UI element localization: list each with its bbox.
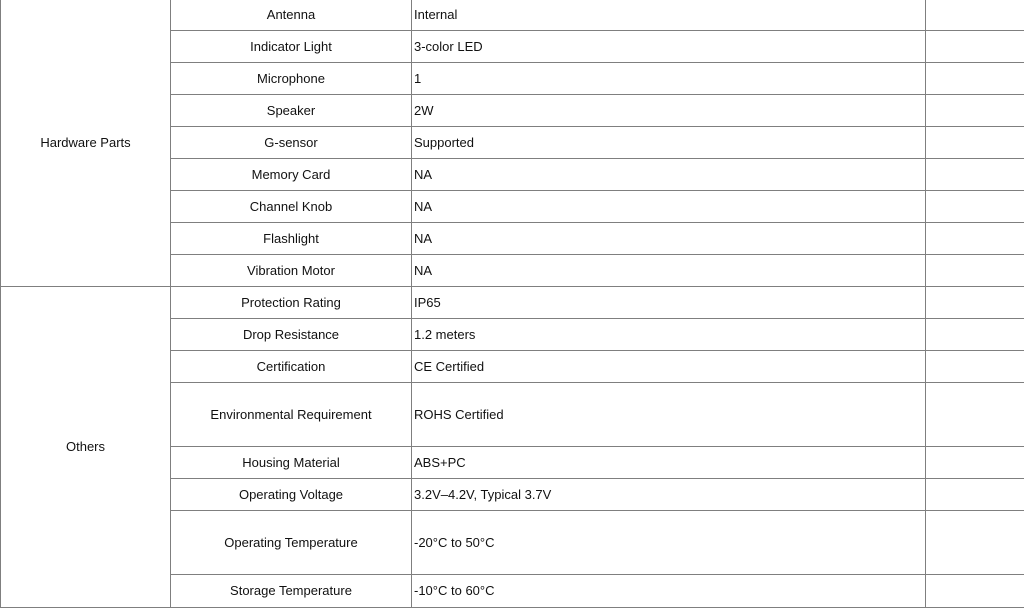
param-value: -10°C to 60°C bbox=[412, 575, 926, 608]
param-value: 3.2V–4.2V, Typical 3.7V bbox=[412, 479, 926, 511]
param-value: 1.2 meters bbox=[412, 319, 926, 351]
empty-cell bbox=[926, 127, 1024, 159]
empty-cell bbox=[926, 319, 1024, 351]
param-label: Flashlight bbox=[171, 223, 412, 255]
param-value: Internal bbox=[412, 0, 926, 31]
empty-cell bbox=[926, 31, 1024, 63]
empty-cell bbox=[926, 0, 1024, 31]
group-label-others: Others bbox=[1, 287, 171, 608]
param-value: 1 bbox=[412, 63, 926, 95]
param-label: Memory Card bbox=[171, 159, 412, 191]
empty-cell bbox=[926, 479, 1024, 511]
empty-cell bbox=[926, 351, 1024, 383]
param-label: Microphone bbox=[171, 63, 412, 95]
param-value: CE Certified bbox=[412, 351, 926, 383]
param-label: Indicator Light bbox=[171, 31, 412, 63]
table-row bbox=[1, 287, 1024, 319]
empty-cell bbox=[926, 63, 1024, 95]
param-label: Channel Knob bbox=[171, 191, 412, 223]
param-label: Certification bbox=[171, 351, 412, 383]
param-label: Environmental Requirement bbox=[171, 383, 412, 447]
param-label: Protection Rating bbox=[171, 287, 412, 319]
param-label: Antenna bbox=[171, 0, 412, 31]
param-value: NA bbox=[412, 255, 926, 287]
param-value: ROHS Certified bbox=[412, 383, 926, 447]
empty-cell bbox=[926, 575, 1024, 608]
param-label: Speaker bbox=[171, 95, 412, 127]
param-value: Supported bbox=[412, 127, 926, 159]
empty-cell bbox=[926, 255, 1024, 287]
group-label-hardware: Hardware Parts bbox=[1, 0, 171, 287]
param-label: Housing Material bbox=[171, 447, 412, 479]
empty-cell bbox=[926, 223, 1024, 255]
empty-cell bbox=[926, 95, 1024, 127]
empty-cell bbox=[926, 447, 1024, 479]
param-value: IP65 bbox=[412, 287, 926, 319]
empty-cell bbox=[926, 383, 1024, 447]
param-value: NA bbox=[412, 191, 926, 223]
empty-cell bbox=[926, 191, 1024, 223]
param-label: G-sensor bbox=[171, 127, 412, 159]
empty-cell bbox=[926, 511, 1024, 575]
table-row bbox=[1, 0, 1024, 31]
param-value: ABS+PC bbox=[412, 447, 926, 479]
param-value: NA bbox=[412, 159, 926, 191]
param-label: Drop Resistance bbox=[171, 319, 412, 351]
param-label: Vibration Motor bbox=[171, 255, 412, 287]
param-value: 2W bbox=[412, 95, 926, 127]
empty-cell bbox=[926, 159, 1024, 191]
param-value: NA bbox=[412, 223, 926, 255]
param-label: Storage Temperature bbox=[171, 575, 412, 608]
param-label: Operating Voltage bbox=[171, 479, 412, 511]
param-label: Operating Temperature bbox=[171, 511, 412, 575]
empty-cell bbox=[926, 287, 1024, 319]
param-value: -20°C to 50°C bbox=[412, 511, 926, 575]
param-value: 3-color LED bbox=[412, 31, 926, 63]
